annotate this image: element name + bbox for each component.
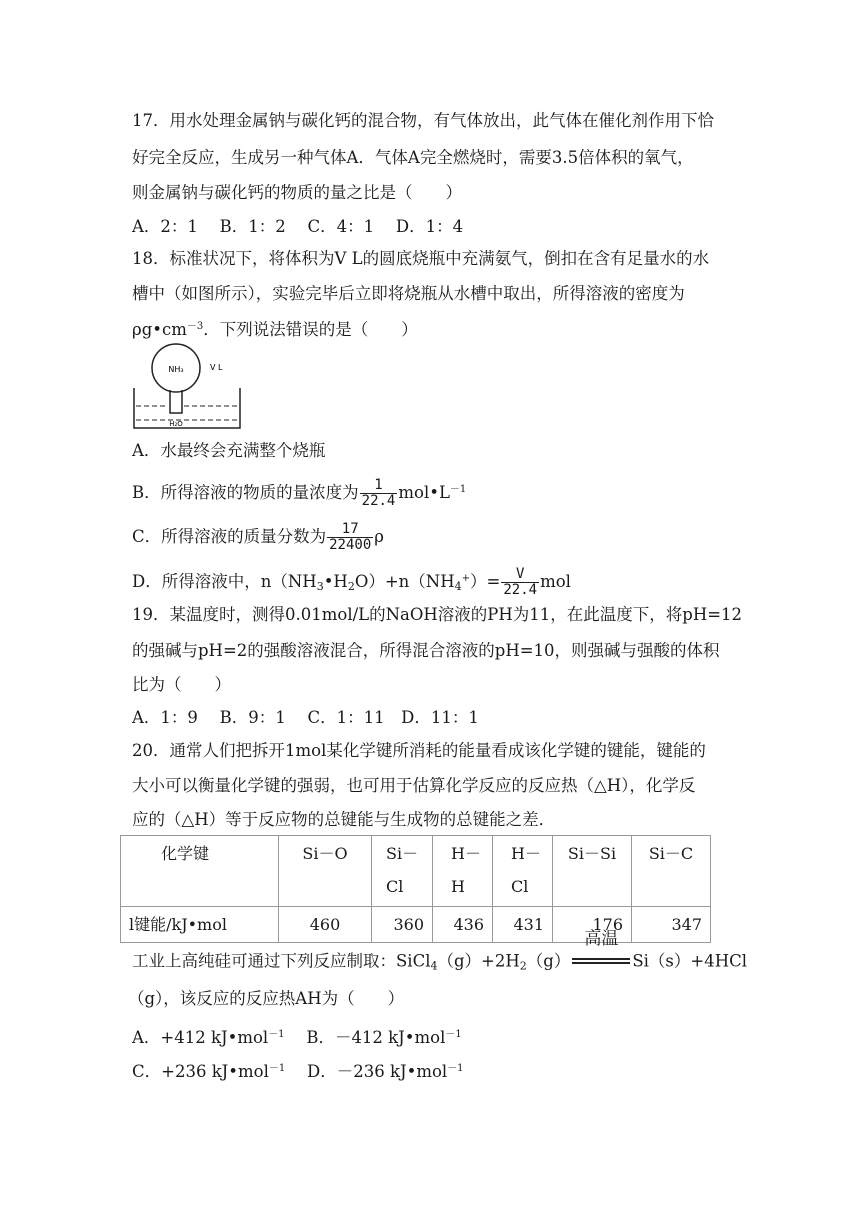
q20-reaction-line-2: （g），该反应的反应热AH为（ ） bbox=[128, 989, 405, 1008]
q18-line-1: 18．标准状况下，将体积为V L的圆底烧瓶中充满氨气，倒扣在含有足量水的水 bbox=[132, 249, 710, 268]
volume-label: V L bbox=[210, 363, 223, 372]
q17-line-3: 则金属钠与碳化钙的物质的量之比是（ ） bbox=[132, 183, 462, 202]
q20-options-ab: A．+412 kJ•mol$^{-1}$ B．－412 kJ•mol$^{-1}$ bbox=[132, 1028, 462, 1047]
q18-option-c: C．所得溶液的质量分数为 $\frac{17}{22400}$ ρ bbox=[132, 521, 384, 553]
table-cell: Si－Cl bbox=[372, 836, 433, 907]
water-label: H₂O bbox=[169, 420, 183, 428]
table-cell: H－Cl bbox=[493, 836, 553, 907]
table-cell: 360 bbox=[372, 907, 433, 943]
table-cell: 化学键 bbox=[121, 836, 279, 907]
q20-reaction-line: 工业上高纯硅可通过下列反应制取：$SiCl_4(g)+2H_2(g)$ 高温 Si（s）+4HCl bbox=[132, 929, 747, 973]
q19-line-2: 的强碱与pH=2的强酸溶液混合，所得混合溶液的pH=10，则强碱与强酸的体积 bbox=[132, 641, 720, 660]
table-cell: 460 bbox=[279, 907, 372, 943]
q18-line-2: 槽中（如图所示），实验完毕后立即将烧瓶从水槽中取出，所得溶液的密度为 bbox=[132, 284, 685, 303]
table-cell: Si－C bbox=[632, 836, 711, 907]
q20-options-cd: C．+236 kJ•mol$^{-1}$ D．－236 kJ•mol$^{-1}$ bbox=[132, 1062, 464, 1081]
table-header-row bbox=[121, 836, 711, 907]
table-cell: H－H bbox=[433, 836, 493, 907]
table-cell: l键能/kJ•mol bbox=[121, 907, 279, 943]
q18-option-d: D．所得溶液中，$n(NH_3•H_2O)+n(NH_4^+)=$ $\frac{V}{22.4}$ mol bbox=[132, 566, 571, 598]
q18-line-3: $\rho g•cm^{-3}$．下列说法错误的是（ ） bbox=[132, 320, 418, 339]
reaction-arrow: 高温 bbox=[572, 950, 630, 974]
q19-options: A．1：9 B．9：1 C．1：11 D．11：1 bbox=[132, 708, 479, 727]
table-cell: 436 bbox=[433, 907, 493, 943]
q18-option-a: A．水最终会充满整个烧瓶 bbox=[132, 441, 326, 460]
q20-line-3: 应的（△H）等于反应物的总键能与生成物的总键能之差． bbox=[132, 810, 556, 829]
q17-options: A．2：1 B．1：2 C．4：1 D．1：4 bbox=[132, 217, 464, 236]
table-cell: 347 bbox=[632, 907, 711, 943]
q19-line-1: 19．某温度时，测得0.01mol/L的NaOH溶液的PH为11，在此温度下，将pH=12 bbox=[132, 605, 743, 624]
q20-line-1: 20．通常人们把拆开1mol某化学键所消耗的能量看成该化学键的键能，键能的 bbox=[132, 741, 706, 760]
flask-label: NH₃ bbox=[168, 365, 184, 374]
bond-energy-table bbox=[120, 835, 711, 943]
table-cell: Si－O bbox=[279, 836, 372, 907]
fraction: $\frac{V}{22.4}$ bbox=[503, 566, 538, 598]
q18-option-b: B．所得溶液的物质的量浓度为 $\frac{1}{22.4}$ $mol•L^{-1}$ bbox=[132, 477, 467, 509]
flask-diagram bbox=[132, 340, 244, 432]
q17-line-2: 好完全反应，生成另一种气体A．气体A完全燃烧时，需要3.5倍体积的氧气， bbox=[132, 148, 694, 167]
q20-line-2: 大小可以衡量化学键的强弱，也可用于估算化学反应的反应热（△H），化学反 bbox=[132, 776, 696, 795]
table-cell: Si－Si bbox=[553, 836, 632, 907]
q17-line-1: 17．用水处理金属钠与碳化钙的混合物，有气体放出，此气体在催化剂作用下恰 bbox=[132, 111, 714, 130]
fraction: $\frac{17}{22400}$ bbox=[329, 521, 372, 553]
q19-line-3: 比为（ ） bbox=[132, 675, 231, 694]
table-cell: 176 bbox=[553, 907, 632, 943]
fraction: $\frac{1}{22.4}$ bbox=[361, 477, 396, 509]
table-cell: 431 bbox=[493, 907, 553, 943]
